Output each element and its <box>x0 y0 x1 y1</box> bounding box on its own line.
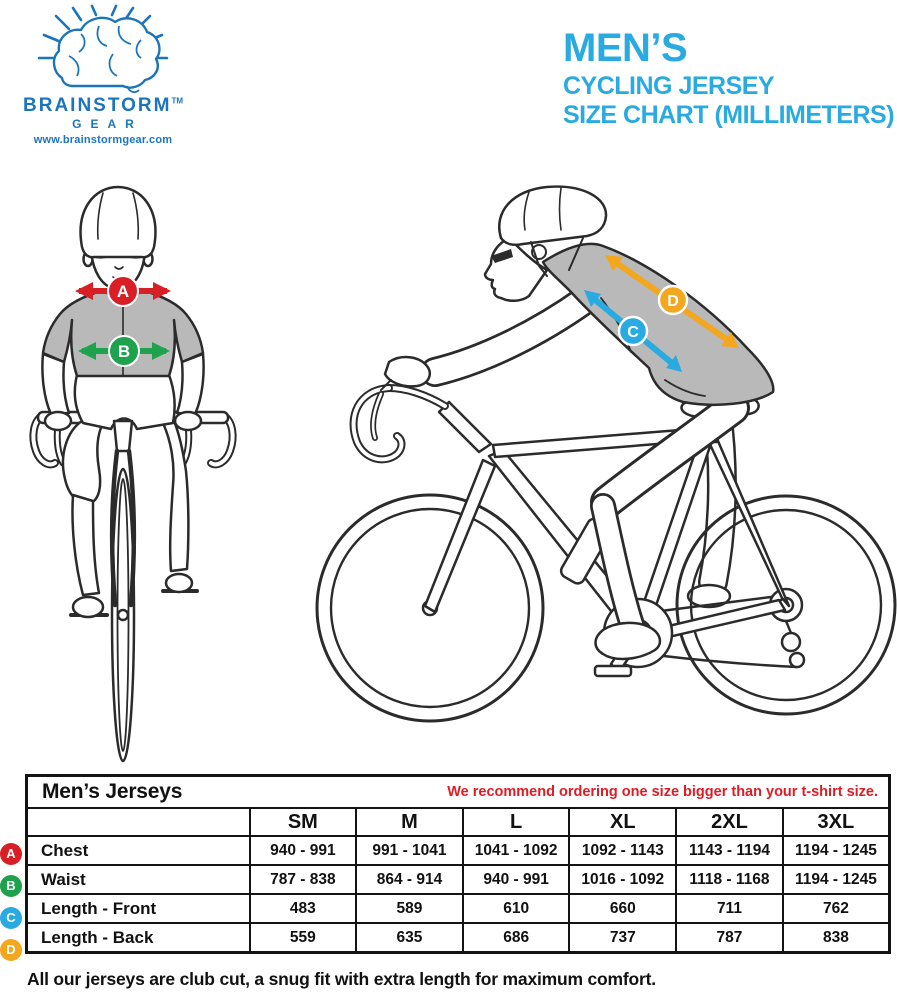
marker-d-label: D <box>667 292 679 310</box>
title-line3: SIZE CHART (MILLIMETERS) <box>563 100 895 129</box>
table-row-length-back <box>27 923 890 953</box>
empty-corner-cell <box>27 808 250 836</box>
side-rider-illustration <box>285 150 897 770</box>
head-front <box>81 187 156 290</box>
brand-logo <box>22 4 184 146</box>
front-wheel <box>112 421 134 761</box>
cell-value: 787 <box>676 923 783 953</box>
brand-website: www.brainstormgear.com <box>33 133 173 146</box>
row-label: Length - Front <box>27 894 250 923</box>
cell-value: 610 <box>463 894 570 923</box>
cell-value: 737 <box>569 923 676 953</box>
size-chart-table <box>25 774 891 954</box>
fit-note: All our jerseys are club cut, a snug fit with extra length for maximum comfort. <box>27 969 656 989</box>
size-col-l: L <box>463 808 570 836</box>
title-line1: MEN’S <box>563 26 688 70</box>
table-row-length-front <box>27 894 890 923</box>
cell-value: 1143 - 1194 <box>676 836 783 865</box>
row-marker-b: B <box>0 875 22 897</box>
row-marker-c: C <box>0 907 22 929</box>
brand-name-text: BRAINSTORM <box>23 95 172 116</box>
cell-value: 711 <box>676 894 783 923</box>
cell-value: 940 - 991 <box>463 865 570 894</box>
marker-b-label: B <box>117 342 131 362</box>
helmet-side-icon <box>499 187 606 245</box>
cell-value: 660 <box>569 894 676 923</box>
cell-value: 838 <box>783 923 890 953</box>
row-label: Waist <box>27 865 250 894</box>
arm-side <box>381 300 585 390</box>
size-col-m: M <box>356 808 463 836</box>
handlebar-side <box>354 388 445 459</box>
row-marker-d: D <box>0 939 22 961</box>
marker-a-label: A <box>116 282 130 302</box>
cell-value: 787 - 838 <box>250 865 357 894</box>
table-row-chest <box>27 836 890 865</box>
cell-value: 1092 - 1143 <box>569 836 676 865</box>
cell-value: 991 - 1041 <box>356 836 463 865</box>
trademark-symbol: TM <box>171 96 183 106</box>
brand-subname: GEAR <box>72 116 143 131</box>
size-recommendation-note: We recommend ordering one size bigger than your t-shirt size. <box>447 784 878 800</box>
cell-value: 1118 - 1168 <box>676 865 783 894</box>
row-label: Length - Back <box>27 923 250 953</box>
size-header-row <box>27 808 890 836</box>
cell-value: 1016 - 1092 <box>569 865 676 894</box>
cell-value: 635 <box>356 923 463 953</box>
table-title: Men’s Jerseys <box>42 780 183 803</box>
page-title <box>563 28 894 128</box>
front-rider-illustration <box>25 163 260 763</box>
cell-value: 589 <box>356 894 463 923</box>
size-col-3xl: 3XL <box>783 808 890 836</box>
cell-value: 1041 - 1092 <box>463 836 570 865</box>
cell-value: 483 <box>250 894 357 923</box>
helmet-icon <box>81 187 156 257</box>
table-header-row <box>27 776 890 809</box>
cell-value: 1194 - 1245 <box>783 836 890 865</box>
size-col-2xl: 2XL <box>676 808 783 836</box>
marker-c-label: C <box>627 323 639 341</box>
cell-value: 940 - 991 <box>250 836 357 865</box>
size-col-sm: SM <box>250 808 357 836</box>
cell-value: 864 - 914 <box>356 865 463 894</box>
cell-value: 559 <box>250 923 357 953</box>
cell-value: 1194 - 1245 <box>783 865 890 894</box>
cell-value: 762 <box>783 894 890 923</box>
row-label: Chest <box>27 836 250 865</box>
size-col-xl: XL <box>569 808 676 836</box>
row-marker-a: A <box>0 843 22 865</box>
title-line2: CYCLING JERSEY <box>563 71 775 100</box>
jersey-side <box>543 244 773 405</box>
brain-logo-icon <box>28 4 178 96</box>
cell-value: 686 <box>463 923 570 953</box>
table-row-waist <box>27 865 890 894</box>
brand-name <box>22 96 184 116</box>
